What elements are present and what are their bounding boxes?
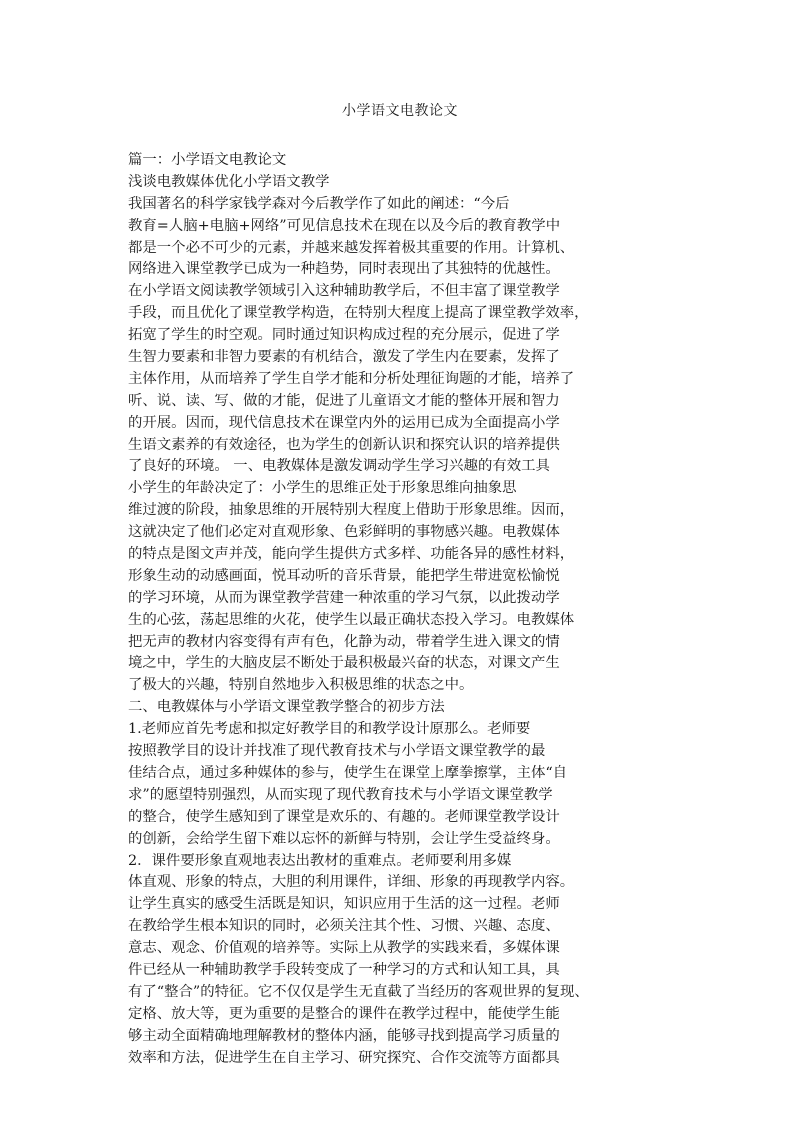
text-line: 1.老师应首先考虑和拟定好教学目的和教学设计原那么。老师要 [128,721,531,738]
text-line: 在教给学生根本知识的同时，必须关注其个性、习惯、兴趣、态度、 [128,918,560,935]
text-line: 境之中，学生的大脑皮层不断处于最积极最兴奋的状态，对课文产生 [128,655,560,672]
text-line: 小学生的年龄决定了：小学生的思维正处于形象思维向抽象思 [128,480,517,497]
text-line: 浅谈电教媒体优化小学语文教学 [128,173,330,190]
text-line: 拓宽了学生的时空观。同时通过知识构成过程的充分展示，促进了学 [128,327,560,344]
text-line: 的开展。因而，现代信息技术在课堂内外的运用已成为全面提高小学 [128,414,560,431]
text-line: 了良好的环境。 一、电教媒体是激发调动学生学习兴趣的有效工具 [128,458,550,475]
text-line: 这就决定了他们必定对直观形象、色彩鲜明的事物感兴趣。电教媒体 [128,524,560,541]
text-line: 有了“整合”的特征。它不仅仅是学生无直截了当经历的客观世界的复现、 [128,983,589,1000]
text-line: 生的心弦，荡起思维的火花，使学生以最正确状态投入学习。电教媒体 [128,611,575,628]
text-line: 的特点是图文声并茂，能向学生提供方式多样、功能各异的感性材料， [128,546,575,563]
text-line: 的学习环境，从而为课堂教学营建一种浓重的学习气氛，以此拨动学 [128,589,560,606]
document-body [128,150,668,1069]
text-line: 都是一个必不可少的元素，并越来越发挥着极其重要的作用。计算机、 [128,239,575,256]
text-line: 生智力要素和非智力要素的有机结合，激发了学生内在要素，发挥了 [128,349,560,366]
text-line: 主体作用，从而培养了学生自学才能和分析处理征询题的才能，培养了 [128,370,575,387]
text-line: 维过渡的阶段，抽象思维的开展特别大程度上借助于形象思维。因而， [128,502,575,519]
text-line: 生语文素养的有效途径，也为学生的创新认识和探究认识的培养提供 [128,436,560,453]
text-line: 了极大的兴趣，特别自然地步入积极思维的状态之中。 [128,677,474,694]
text-line: 佳结合点，通过多种媒体的参与，使学生在课堂上摩拳擦掌，主体“自 [128,764,568,781]
text-line: 在小学语文阅读教学领域引入这种辅助教学后，不但丰富了课堂教学 [128,283,560,300]
text-line: 让学生真实的感受生活既是知识，知识应用于生活的这一过程。老师 [128,896,560,913]
text-line: 件已经从一种辅助教学手段转变成了一种学习的方式和认知工具，具 [128,961,560,978]
text-line: 我国著名的科学家钱学森对今后教学作了如此的阐述：“今后 [128,195,510,212]
text-line: 的整合，使学生感知到了课堂是欢乐的、有趣的。老师课堂教学设计 [128,808,560,825]
text-line: 篇一：小学语文电教论文 [128,152,287,168]
text-line: 求”的愿望特别强烈，从而实现了现代教育技术与小学语文课堂教学 [128,786,553,803]
text-line: 够主动全面精确地理解教材的整体内涵，能够寻找到提高学习质量的 [128,1027,560,1044]
text-line: 的创新，会给学生留下难以忘怀的新鲜与特别，会让学生受益终身。 [128,830,560,847]
text-line: 按照教学目的设计并找准了现代教育技术与小学语文课堂教学的最 [128,743,546,760]
text-line: 形象生动的动感画面，悦耳动听的音乐背景，能把学生带进宽松愉悦 [128,567,560,584]
text-line: 网络进入课堂教学已成为一种趋势，同时表现出了其独特的优越性。 [128,261,560,278]
document-title: 小学语文电教论文 [342,103,458,119]
text-line: 教育=人脑+电脑+网络”可见信息技术在现在以及今后的教育教学中 [128,217,561,234]
text-line: 2．课件要形象直观地表达出教材的重难点。老师要利用多媒 [128,852,512,869]
text-line: 二、电教媒体与小学语文课堂教学整合的初步方法 [128,699,445,716]
text-line: 效率和方法，促进学生在自主学习、研究探究、合作交流等方面都具 [128,1049,560,1066]
text-line: 听、说、读、写、做的才能，促进了儿童语文才能的整体开展和智力 [128,392,560,409]
text-line: 手段，而且优化了课堂教学构造，在特别大程度上提高了课堂教学效率， [128,305,589,322]
text-line: 意志、观念、价值观的培养等。实际上从教学的实践来看，多媒体课 [128,940,560,957]
text-line: 体直观、形象的特点，大胆的利用课件，详细、形象的再现教学内容。 [128,874,575,891]
text-line: 定格、放大等，更为重要的是整合的课件在教学过程中，能使学生能 [128,1005,560,1022]
text-line: 把无声的教材内容变得有声有色，化静为动，带着学生进入课文的情 [128,633,560,650]
